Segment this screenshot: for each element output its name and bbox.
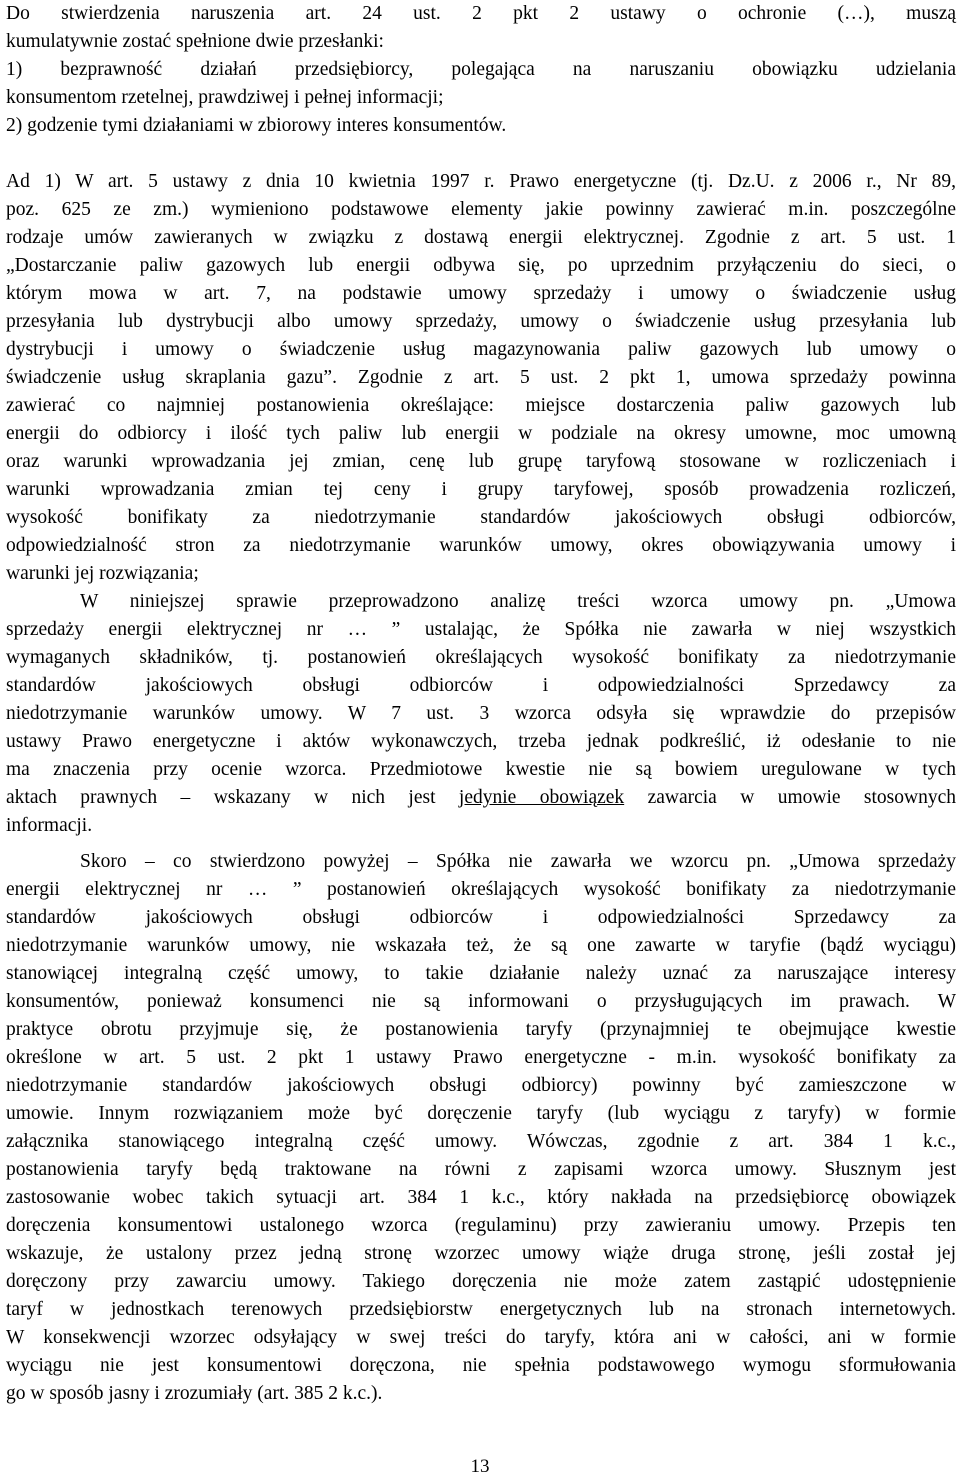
text-line: określone w art. 5 ust. 2 pkt 1 ustawy Prawo energetyczne - m.in. wysokość bonifikaty za (6, 1047, 956, 1068)
text-line: świadczenie usług skraplania gazu”. Zgodnie z art. 5 ust. 2 pkt 1, umowa sprzedaży powinna (6, 367, 956, 388)
text-line: niedotrzymanie standardów jakościowych obsługi odbiorcy) powinny być zamieszczone w (6, 1075, 956, 1096)
text-line: niedotrzymanie warunków umowy. W 7 ust. 3 wzorca odsyła się wprawdzie do przepisów (6, 703, 956, 724)
text-line: poz. 625 ze zm.) wymieniono podstawowe elementy jakie powinny zawierać m.in. poszczególne (6, 199, 956, 220)
text-line: sprzedaży energii elektrycznej nr … ” ustalając, że Spółka nie zawarła w niej wszystkich (6, 619, 956, 640)
underlined-phrase: jedynie obowiązek (458, 787, 625, 808)
text-line: standardów jakościowych obsługi odbiorców i odpowiedzialności Sprzedawcy za (6, 907, 956, 928)
text-line: W konsekwencji wzorzec odsyłający w swej treści do taryfy, która ani w całości, ani w formie (6, 1327, 956, 1348)
text-line: rodzaje umów zawieranych w związku z dostawą energii elektrycznej. Zgodnie z art. 5 ust. 1 (6, 227, 956, 248)
text-line: doręczony przy zawarciu umowy. Takiego doręczenia nie może zatem zastąpić udostępnienie (6, 1271, 956, 1292)
text-line: niedotrzymanie warunków umowy, nie wskazała też, że są one zawarte w taryfie (bądź wyciągu) (6, 935, 956, 956)
text-line: ma znaczenia przy ocenie wzorca. Przedmiotowe kwestie nie są bowiem uregulowane w tych (6, 759, 956, 780)
text-segment: zawarcia w umowie stosownych (624, 787, 957, 808)
text-line: ustawy Prawo energetyczne i aktów wykonawczych, trzeba jednak podkreślić, iż odesłanie to nie (6, 731, 956, 752)
text-line: go w sposób jasny i zrozumiały (art. 385 2 k.c.). (6, 1383, 383, 1404)
text-line: Ad 1) W art. 5 ustawy z dnia 10 kwietnia 1997 r. Prawo energetyczne (tj. Dz.U. z 2006 r., Nr 89, (6, 171, 956, 192)
text-line: przesyłania lub dystrybucji albo umowy sprzedaży, umowy o świadczenie usług przesyłania lub (6, 311, 956, 332)
text-line: umowie. Innym rozwiązaniem może być doręczenie taryfy (lub wyciągu z taryfy) w formie (6, 1103, 956, 1124)
text-line: wymaganych składników, tj. postanowień określających wysokość bonifikaty za niedotrzymanie (6, 647, 956, 668)
page-number: 13 (470, 1456, 490, 1477)
text-segment: aktach prawnych – wskazany w nich jest (6, 787, 459, 808)
text-line: oraz warunki wprowadzania jej zmian, cenę lub grupę taryfową stosowane w rozliczeniach i (6, 451, 956, 472)
text-line: stanowiącej integralną część umowy, to takie działanie należy uznać za naruszające interesy (6, 963, 956, 984)
text-line: postanowienia taryfy będą traktowane na równi z zapisami wzorca umowy. Słusznym jest (6, 1159, 956, 1180)
text-line: warunki wprowadzania zmian tej ceny i grupy taryfowej, sposób prowadzenia rozliczeń, (6, 479, 956, 500)
text-line: energii elektrycznej nr … ” postanowień określających wysokość bonifikaty za niedotrzymanie (6, 879, 956, 900)
text-line: kumulatywnie zostać spełnione dwie przesłanki: (6, 31, 384, 52)
text-line: zawierać co najmniej postanowienia określające: miejsce dostarczenia paliw gazowych lub (6, 395, 956, 416)
text-line: W niniejszej sprawie przeprowadzono analizę treści wzorca umowy pn. „Umowa (80, 591, 956, 612)
text-line-with-underline (6, 784, 956, 812)
text-line: odpowiedzialność stron za niedotrzymanie warunków umowy, okres obowiązywania umowy i (6, 535, 956, 556)
text-line: „Dostarczanie paliw gazowych lub energii odbywa się, po uprzednim przyłączeniu do sieci, o (6, 255, 956, 276)
text-line: energii do odbiorcy i ilość tych paliw lub energii w podziale na okresy umowne, moc umowną (6, 423, 956, 444)
text-line: wysokość bonifikaty za niedotrzymanie standardów jakościowych obsługi odbiorców, (6, 507, 956, 528)
text-line: Skoro – co stwierdzono powyżej – Spółka nie zawarła we wzorcu pn. „Umowa sprzedaży (80, 851, 956, 872)
text-line: dystrybucji i umowy o świadczenie usług magazynowania paliw gazowych lub umowy o (6, 339, 956, 360)
text-line: wyciągu nie jest konsumentowi doręczona, nie spełnia podstawowego wymogu sformułowania (6, 1355, 956, 1376)
text-line: standardów jakościowych obsługi odbiorców i odpowiedzialności Sprzedawcy za (6, 675, 956, 696)
text-line: informacji. (6, 815, 93, 836)
text-line: doręczenia konsumentowi ustalonego wzorca (regulaminu) przy zawieraniu umowy. Przepis ten (6, 1215, 956, 1236)
text-line: którym mowa w art. 7, na podstawie umowy sprzedaży i umowy o świadczenie usług (6, 283, 956, 304)
text-line: konsumentów, ponieważ konsumenci nie są informowani o przysługujących im prawach. W (6, 991, 956, 1012)
text-line: Do stwierdzenia naruszenia art. 24 ust. 2 pkt 2 ustawy o ochronie (…), muszą (6, 3, 956, 24)
text-line: praktyce obrotu przyjmuje się, że postanowienia taryfy (przynajmniej te obejmujące kwestie (6, 1019, 956, 1040)
text-line: wskazuje, że ustalony przez jedną stronę wzorzec umowy wiąże druga stronę, jeśli został jej (6, 1243, 956, 1264)
text-line: taryf w jednostkach terenowych przedsiębiorstw energetycznych lub na stronach internetowych. (6, 1299, 956, 1320)
text-line: warunki jej rozwiązania; (6, 563, 199, 584)
text-line: 1) bezprawność działań przedsiębiorcy, polegająca na naruszaniu obowiązku udzielania (6, 59, 956, 80)
text-line: 2) godzenie tymi działaniami w zbiorowy interes konsumentów. (6, 115, 507, 136)
text-line: załącznika stanowiącego integralną część umowy. Wówczas, zgodnie z art. 384 1 k.c., (6, 1131, 956, 1152)
text-line: zastosowanie wobec takich sytuacji art. 384 1 k.c., który nakłada na przedsiębiorcę obowiązek (6, 1187, 956, 1208)
text-line: konsumentom rzetelnej, prawdziwej i pełnej informacji; (6, 87, 444, 108)
